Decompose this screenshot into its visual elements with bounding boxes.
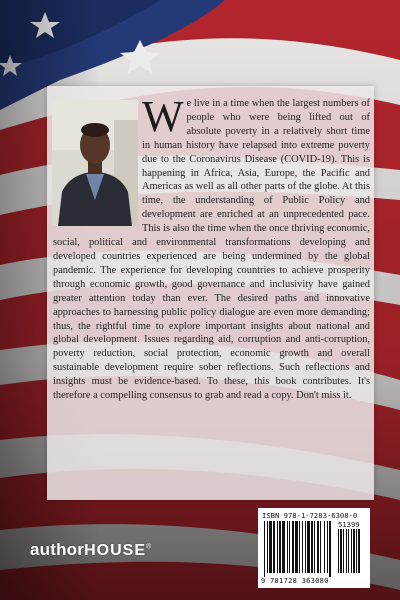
publisher-logo <box>30 540 151 560</box>
publisher-name-part2: HOUSE <box>84 542 146 559</box>
trademark-symbol: ® <box>146 543 152 551</box>
isbn-barcode-box <box>258 508 370 588</box>
barcode-number: 9 781728 363080 <box>261 577 329 585</box>
photo-spacer <box>53 97 142 227</box>
publisher-name-part1: author <box>30 540 85 559</box>
isbn-label: ISBN 978-1-7283-6308-0 <box>262 511 358 520</box>
barcode-bars <box>262 521 366 577</box>
blurb-body: e live in a time when the largest numbers of people who were being lifted out of absolute poverty in a relatively short time in human history have relapsed into extreme poverty due to the Coronavirus Disease (COVID-19). This is happening in Africa, Asia, Europe, the Pacific and Americas as well as all other parts of the globe. At this time, the understanding of Public Policy and development are enriched at an unprecedented pace. This is also the time when the once thriving economic, social, political and environmental transformations developing and developed countries experienced are being undermined by the global pandemic. The experience for developing countries to achieve prosperity through economic growth, good governance and inclusivity have gained greater attention today than ever. The desired paths and innovative approaches to harnessing public policy dialogue are even more demanding; thus, the rightful time to explore important insights about national and global development. Issues regarding aid, corruption and anti-corruption, poverty reduction, social protection, economic growth and overall sustainable development require sober reflections. Such reflections and insights must be evidence-based. To these, this book contributes. It's therefore a compelling consensus to grab and read a copy. Don't miss it. <box>53 98 370 402</box>
drop-cap: W <box>142 92 184 141</box>
price-code: 51399 <box>338 520 360 529</box>
blurb-text <box>53 92 370 403</box>
